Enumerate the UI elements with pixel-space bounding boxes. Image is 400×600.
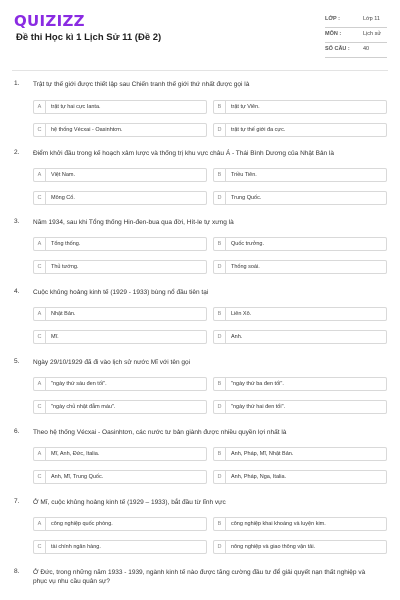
option-letter: D bbox=[214, 124, 226, 137]
question-number: 3. bbox=[14, 218, 20, 225]
meta-row-subject bbox=[325, 28, 387, 43]
option-letter: B bbox=[214, 169, 226, 182]
option-text: Anh, Pháp, Nga, Italia. bbox=[231, 474, 287, 480]
option-a[interactable] bbox=[33, 100, 207, 114]
header-divider bbox=[12, 70, 388, 71]
option-letter: C bbox=[34, 401, 46, 414]
option-letter: A bbox=[34, 238, 46, 251]
option-letter: C bbox=[34, 261, 46, 274]
question-number: 7. bbox=[14, 498, 20, 505]
option-text: hệ thống Vécxai - Oasinhtơn. bbox=[51, 127, 123, 133]
test-title: Đề thi Học kì 1 Lịch Sử 11 (Đề 2) bbox=[16, 32, 162, 43]
question-text: Điểm khởi đầu trong kế hoạch xâm lược và thống trị khu vực châu Á - Thái Bình Dương của Nhật Bản là bbox=[33, 150, 335, 157]
option-text: tài chính ngân hàng. bbox=[51, 544, 101, 550]
option-text: Tổng thống. bbox=[51, 241, 81, 247]
question-text: Theo hệ thống Vécxai - Oasinhtơn, các nước tư bản giành được nhiều quyền lợi nhất là bbox=[33, 429, 287, 436]
option-letter: D bbox=[214, 192, 226, 205]
option-letter: B bbox=[214, 448, 226, 461]
meta-label: LỚP : bbox=[325, 16, 340, 22]
option-letter: D bbox=[214, 471, 226, 484]
meta-row-class bbox=[325, 13, 387, 28]
option-letter: A bbox=[34, 101, 46, 114]
question-text: Ngày 29/10/1929 đã đi vào lịch sử nước Mĩ với tên gọi bbox=[33, 359, 191, 366]
meta-value: Lịch sử bbox=[363, 31, 382, 37]
option-letter: C bbox=[34, 471, 46, 484]
question-number: 4. bbox=[14, 288, 20, 295]
question-text: Trật tự thế giới được thiết lập sau Chiến tranh thế giới thứ nhất được gọi là bbox=[33, 81, 250, 88]
option-b[interactable] bbox=[213, 307, 387, 321]
option-text: Nhật Bản. bbox=[51, 311, 76, 317]
option-b[interactable] bbox=[213, 100, 387, 114]
meta-value: Lớp 11 bbox=[363, 16, 380, 22]
question-text: Năm 1934, sau khi Tổng thống Hin-đen-bua qua đời, Hít-le tự xưng là bbox=[33, 219, 234, 226]
question-number: 5. bbox=[14, 358, 20, 365]
option-letter: A bbox=[34, 378, 46, 391]
option-letter: D bbox=[214, 331, 226, 344]
option-b[interactable] bbox=[213, 447, 387, 461]
question-number: 1. bbox=[14, 80, 20, 87]
option-text: "ngày thứ hai đen tối". bbox=[231, 404, 286, 410]
option-d[interactable] bbox=[213, 400, 387, 414]
option-c[interactable] bbox=[33, 191, 207, 205]
option-d[interactable] bbox=[213, 260, 387, 274]
option-c[interactable] bbox=[33, 470, 207, 484]
option-text: "ngày thứ ba đen tối". bbox=[231, 381, 284, 387]
option-text: Quốc trưởng. bbox=[231, 241, 264, 247]
option-text: Thủ tướng. bbox=[51, 264, 79, 270]
option-b[interactable] bbox=[213, 377, 387, 391]
option-text: "ngày thứ sáu đen tối". bbox=[51, 381, 107, 387]
question-text: Ở Mĩ, cuộc khủng hoảng kinh tế (1929 – 1933), bắt đầu từ lĩnh vực bbox=[33, 499, 226, 506]
option-text: trật tự hai cực Ianta. bbox=[51, 104, 101, 110]
option-b[interactable] bbox=[213, 237, 387, 251]
option-letter: A bbox=[34, 169, 46, 182]
option-letter: C bbox=[34, 124, 46, 137]
option-letter: C bbox=[34, 541, 46, 554]
meta-label: MÔN : bbox=[325, 31, 342, 37]
option-c[interactable] bbox=[33, 330, 207, 344]
option-b[interactable] bbox=[213, 517, 387, 531]
question-number: 2. bbox=[14, 149, 20, 156]
option-text: công nghiệp quốc phòng. bbox=[51, 521, 113, 527]
option-letter: D bbox=[214, 541, 226, 554]
option-text: Trung Quốc. bbox=[231, 195, 262, 201]
option-text: Anh, Mĩ, Trung Quốc. bbox=[51, 474, 104, 480]
option-c[interactable] bbox=[33, 123, 207, 137]
option-text: Thống soái. bbox=[231, 264, 260, 270]
question-text: Cuộc khủng hoảng kinh tế (1929 - 1933) bùng nổ đầu tiên tại bbox=[33, 289, 209, 296]
meta-value: 40 bbox=[363, 46, 370, 52]
option-letter: B bbox=[214, 238, 226, 251]
option-text: Việt Nam. bbox=[51, 172, 76, 178]
option-text: "ngày chủ nhật đẫm máu". bbox=[51, 404, 116, 410]
meta-label: SỐ CÂU : bbox=[325, 46, 350, 52]
meta-table bbox=[325, 13, 387, 58]
option-c[interactable] bbox=[33, 400, 207, 414]
option-a[interactable] bbox=[33, 168, 207, 182]
option-letter: A bbox=[34, 308, 46, 321]
option-a[interactable] bbox=[33, 447, 207, 461]
option-d[interactable] bbox=[213, 470, 387, 484]
option-letter: A bbox=[34, 448, 46, 461]
option-text: Liên Xô. bbox=[231, 311, 252, 317]
option-c[interactable] bbox=[33, 540, 207, 554]
option-letter: B bbox=[214, 518, 226, 531]
option-d[interactable] bbox=[213, 123, 387, 137]
option-text: trật tự thế giới đa cực. bbox=[231, 127, 286, 133]
option-d[interactable] bbox=[213, 330, 387, 344]
option-text: Mĩ, Anh, Đức, Italia. bbox=[51, 451, 100, 457]
option-letter: C bbox=[34, 331, 46, 344]
option-text: Triều Tiên. bbox=[231, 172, 257, 178]
option-text: trật tự Viên. bbox=[231, 104, 260, 110]
option-letter: B bbox=[214, 378, 226, 391]
option-letter: D bbox=[214, 401, 226, 414]
question-number: 6. bbox=[14, 428, 20, 435]
option-letter: C bbox=[34, 192, 46, 205]
option-a[interactable] bbox=[33, 307, 207, 321]
option-d[interactable] bbox=[213, 191, 387, 205]
option-letter: A bbox=[34, 518, 46, 531]
option-b[interactable] bbox=[213, 168, 387, 182]
option-a[interactable] bbox=[33, 517, 207, 531]
option-letter: B bbox=[214, 308, 226, 321]
option-text: Anh, Pháp, Mĩ, Nhật Bản. bbox=[231, 451, 294, 457]
option-text: Mĩ. bbox=[51, 334, 59, 340]
option-d[interactable] bbox=[213, 540, 387, 554]
worksheet-header bbox=[0, 0, 400, 68]
option-text: Mông Cổ. bbox=[51, 195, 75, 201]
question-text: Ở Đức, trong những năm 1933 - 1939, ngành kinh tế nào được tăng cường đầu tư để giải quyết nạn thất nghiệp và phục vụ nhu cầu quân sự? bbox=[33, 569, 366, 585]
option-a[interactable] bbox=[33, 237, 207, 251]
option-text: công nghiệp khai khoáng và luyện kim. bbox=[231, 521, 326, 527]
meta-row-count bbox=[325, 43, 387, 58]
option-letter: B bbox=[214, 101, 226, 114]
option-c[interactable] bbox=[33, 260, 207, 274]
option-text: nông nghiệp và giao thông vận tải. bbox=[231, 544, 316, 550]
option-a[interactable] bbox=[33, 377, 207, 391]
option-text: Anh. bbox=[231, 334, 243, 340]
option-letter: D bbox=[214, 261, 226, 274]
quizizz-logo: QUIZIZZ bbox=[14, 12, 85, 30]
question-number: 8. bbox=[14, 568, 20, 575]
